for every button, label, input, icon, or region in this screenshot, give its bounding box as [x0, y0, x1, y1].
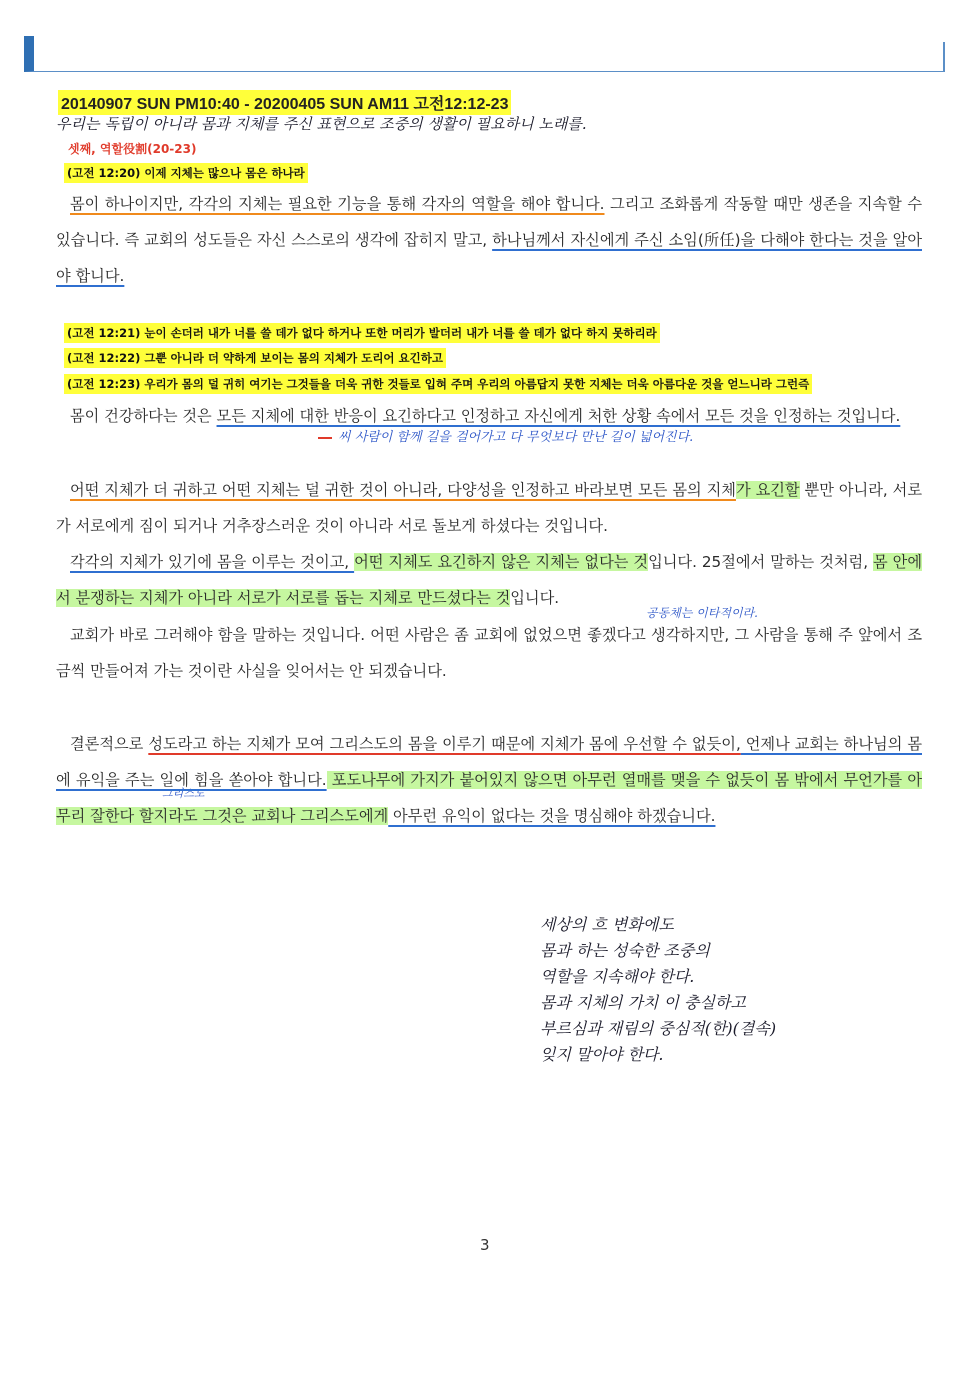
paragraph-2-text-a: 몸이 건강하다는 것은 [70, 407, 217, 425]
paragraph-6 [56, 726, 922, 834]
paragraph-4-text-c: 입니다. 25절에서 말하는 것처럼, [648, 553, 874, 571]
paragraph-1 [56, 186, 922, 294]
verse-12-23: (고전 12:23) 우리가 몸의 덜 귀히 여기는 그것들을 더욱 귀한 것들로 입혀 주며 우리의 아름답지 못한 지체는 더욱 아름다운 것을 얻느니라 그런즉 [64, 374, 812, 394]
handwritten-line-3: 역할을 지속해야 한다. [540, 967, 695, 986]
section-subtitle: 셋째, 역할役割(20-23) [68, 142, 197, 156]
paragraph-4-text-e: 입니다. [510, 589, 560, 607]
paragraph-3-text-c: 뿐만 아니라, 서로가 서로에게 짐이 되거나 거추장스러운 것이 아니라 서로 돌보게 하셨다는 것입니다. [56, 481, 922, 535]
handwritten-line-5: 부르심과 재림의 중심적(한)(결속) [540, 1019, 777, 1038]
paragraph-5: 교회가 바로 그러해야 함을 말하는 것입니다. 어떤 사람은 좀 교회에 없었으면 좋겠다고 생각하지만, 그 사람을 통해 주 앞에서 조금씩 만들어져 가는 것이란 사실을 잊어서는 안 되겠습니다. [56, 626, 922, 680]
handwritten-line-4: 몸과 지체의 가치 이 충실하고 [540, 993, 746, 1012]
handwritten-note-text: 씨 사람이 함께 길을 걸어가고 다 무엇보다 만난 길이 넓어진다. [338, 430, 694, 445]
paragraph-1-underlined-c: 하나님께서 자신에게 주신 소임(所任)을 다해야 한다는 것을 알아야 합니다. [56, 231, 922, 285]
verse-12-20: (고전 12:20) 이제 지체는 많으나 몸은 하나라 [64, 163, 308, 183]
paragraph-6-underlined-e: 아무런 유익이 없다는 것을 명심해야 하겠습니다. [388, 807, 716, 825]
date-header: 20140907 SUN PM10:40 - 20200405 SUN AM11 고전12:12-23 [58, 90, 511, 115]
paragraph-6-underlined-c: 언제나 교회는 하나님의 몸에 유익을 주는 일에 힘을 쏟아야 합니다. [56, 735, 922, 789]
paragraph-6-text-a: 결론적으로 [70, 735, 149, 753]
page-number: 3 [480, 1236, 490, 1254]
verse-12-22: (고전 12:22) 그뿐 아니라 더 약하게 보이는 몸의 지체가 도리어 요긴하고 [64, 348, 446, 368]
paragraph-1-text-b: 그리고 조화롭게 작동할 때만 생존을 지속할 수 있습니다. 즉 교회의 성도들은 자신 스스로의 생각에 잡히지 말고, [56, 195, 922, 249]
top-border-bar [24, 36, 945, 72]
handwritten-note-blue [318, 426, 693, 445]
paragraph-6-highlight-d: 포도나무에 가지가 붙어있지 않으면 아무런 열매를 맺을 수 없듯이 몸 밖에서 무언가를 아무리 잘한다 할지라도 그것은 교회나 그리스도에게 [56, 771, 922, 825]
red-dash-mark [318, 437, 332, 439]
paragraph-4-highlight-b: 어떤 지체도 요긴하지 않은 지체는 없다는 것 [354, 553, 649, 571]
paragraph-3-highlight-b: 가 요긴할 [735, 481, 800, 499]
paragraph-3-underlined-a: 어떤 지체가 더 귀하고 어떤 지체는 덜 귀한 것이 아니라, 다양성을 인정하고 바라보면 모든 몸의 지체 [70, 481, 736, 499]
handwritten-closing-block [540, 912, 776, 1068]
verse-12-21: (고전 12:21) 눈이 손더러 내가 너를 쓸 데가 없다 하거나 또한 머리가 발더러 내가 너를 쓸 데가 없다 하지 못하리라 [64, 323, 660, 343]
handwritten-line-6: 잊지 말아야 한다. [540, 1045, 664, 1064]
handwritten-line-1: 세상의 흐 변화에도 [540, 915, 674, 934]
handwritten-line-2: 몸과 하는 성숙한 조중의 [540, 941, 710, 960]
top-border-right-tick [943, 42, 945, 72]
paragraph-4-highlight-d: 몸 안에서 분쟁하는 지체가 아니라 서로가 서로를 돕는 지체로 만드셨다는 것 [56, 553, 923, 607]
handwritten-note-above: 공동체는 이타적이라. [646, 606, 758, 620]
paragraph-3 [56, 472, 922, 544]
paragraph-2-underlined-b: 모든 지체에 대한 반응이 요긴하다고 인정하고 자신에게 처한 상황 속에서 모든 것을 인정하는 것입니다. [216, 407, 901, 425]
paragraph-4 [56, 544, 922, 616]
paragraph-4-underlined-a: 각각의 지체가 있기에 몸을 이루는 것이고, [70, 553, 355, 571]
paragraph-1-underlined-a: 몸이 하나이지만, 각각의 지체는 필요한 기능을 통해 각자의 역할을 해야 합니다. [70, 195, 605, 213]
handwritten-title: 우리는 독립이 아니라 몸과 지체를 주신 표현으로 조중의 생활이 필요하니 노래를. [56, 115, 587, 133]
paragraph-6-underlined-b: 성도라고 하는 지체가 모여 그리스도의 몸을 이루기 때문에 지체가 몸에 우선할 수 없듯이, [148, 735, 741, 753]
handwritten-note-small: 그리스도 [162, 787, 205, 800]
